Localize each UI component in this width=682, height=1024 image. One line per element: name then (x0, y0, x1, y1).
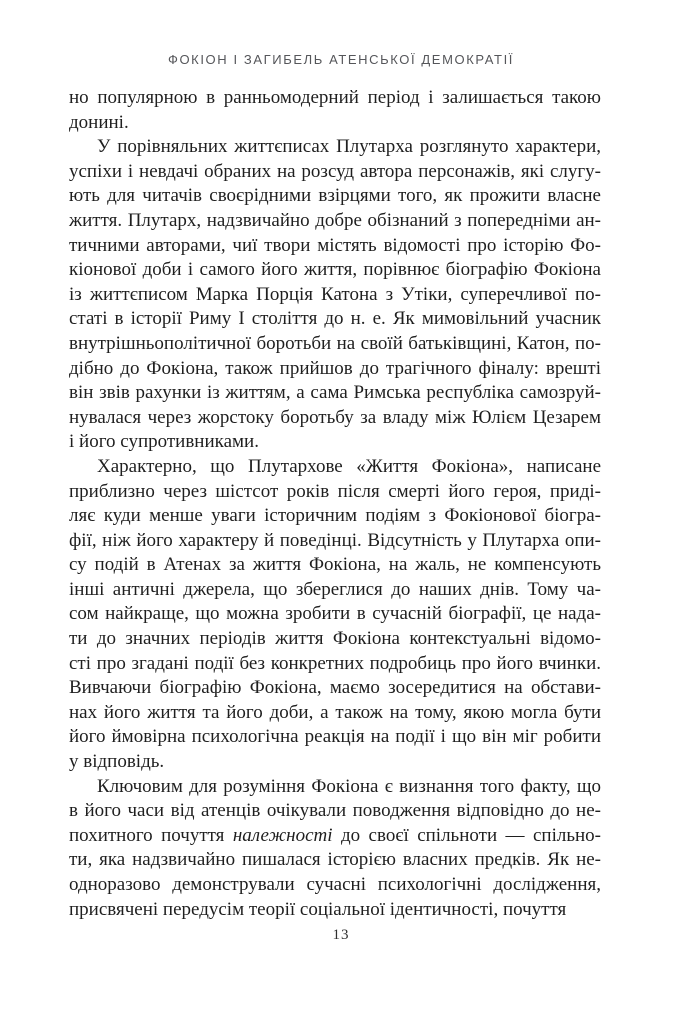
text-segment: Ключовим для розуміння Фокіона є визнання того факту, що (97, 775, 601, 797)
text-segment: приблизно через шістсот років після смерті його героя, приді- (69, 480, 601, 502)
text-line (69, 480, 601, 505)
text-line (69, 799, 601, 824)
text-line (69, 652, 601, 677)
text-line (69, 873, 601, 898)
text-segment: но популярною в ранньомодерний період і залишається такою (69, 87, 601, 108)
text-line (69, 602, 601, 627)
text-segment: інші античні джерела, що збереглися до наших днів. Тому ча- (69, 578, 601, 600)
text-segment: кіонової доби і самого його життя, порівнює біографію Фокіона (69, 259, 601, 281)
text-line (69, 86, 601, 111)
text-segment: одноразово демонстрували сучасні психологічні дослідження, (69, 874, 601, 895)
paragraph (69, 455, 601, 775)
text-segment: сті про згадані події без конкретних подробиць про його вчинки. (69, 652, 601, 674)
text-segment: із життєписом Марка Порція Катона з Утіки, суперечливої по- (69, 283, 601, 305)
text-segment: статі в історії Риму I століття до н. е. Як мимовільний учасник (69, 308, 601, 330)
text-line (69, 824, 601, 849)
text-line (69, 160, 601, 185)
text-segment: У порівняльних життєписах Плутарха розглянуто характери, (97, 136, 601, 158)
text-segment: нувалася через жорстоку боротьбу за владу між Юлієм Цезарем (69, 406, 601, 428)
text-line (69, 209, 601, 234)
text-segment: він звів рахунки із життям, а сама Римська республіка самозруй- (69, 382, 601, 404)
text-segment: внутрішньополітичної боротьби на своїй батьківщині, Катон, по- (69, 332, 601, 354)
text-line (69, 283, 601, 308)
text-line (69, 357, 601, 382)
text-line (69, 775, 601, 800)
text-segment: і його супротивниками. (69, 431, 259, 453)
text-segment: су подій в Атенах за життя Фокіона, на жаль, не компенсують (69, 554, 601, 576)
text-segment: успіхи і невдачі обраних на розсуд автора персонажів, які слугу- (69, 160, 601, 182)
text-line (69, 381, 601, 406)
text-segment: похитного почуття (69, 824, 233, 846)
text-segment: його ймовірна психологічна реакція на події і що він міг робити (69, 726, 601, 748)
text-segment: Характерно, що Плутархове «Життя Фокіона», написане (97, 455, 601, 477)
text-line (69, 553, 601, 578)
text-segment: донині. (69, 111, 129, 133)
italic-text: належності (232, 824, 333, 846)
body-text (69, 86, 601, 922)
text-segment: життя. Плутарх, надзвичайно добре обізнаний з попередніми ан- (69, 209, 601, 231)
text-line (69, 111, 601, 136)
text-segment: нах його життя та його доби, а також на тому, якою могла бути (69, 701, 601, 723)
text-segment: фії, ніж його характеру й поведінці. Відсутність у Плутарха опи- (69, 529, 601, 551)
text-line (69, 627, 601, 652)
text-line (69, 725, 601, 750)
text-line (69, 750, 601, 775)
text-line (69, 898, 601, 923)
text-line (69, 184, 601, 209)
text-line (69, 455, 601, 480)
text-line (69, 332, 601, 357)
text-segment: у відповідь. (69, 751, 165, 773)
text-line (69, 529, 601, 554)
text-segment: Вивчаючи біографію Фокіона, маємо зосередитися на обстави- (69, 677, 601, 699)
text-segment: тичними авторами, чиї твори містять відомості про історію Фо- (69, 234, 601, 256)
text-segment: ти до значних періодів життя Фокіона контекстуальні відомо- (69, 628, 601, 650)
text-segment: дібно до Фокіона, також прийшов до трагічного фіналу: врешті (69, 357, 601, 379)
text-line (69, 430, 601, 455)
text-line (69, 234, 601, 259)
text-line (69, 504, 601, 529)
text-line (69, 848, 601, 873)
text-line (69, 135, 601, 160)
text-line (69, 676, 601, 701)
text-line (69, 406, 601, 431)
paragraph (69, 775, 601, 923)
text-line (69, 307, 601, 332)
text-line (69, 701, 601, 726)
text-segment: в його часи від атенців очікували поводження відповідно до не- (69, 800, 601, 822)
paragraph (69, 135, 601, 455)
text-segment: ляє куди менше уваги історичним подіям з Фокіонової біогра- (69, 505, 601, 527)
text-line (69, 258, 601, 283)
text-segment: ють для читачів своєрідними взірцями того, як прожити власне (69, 185, 601, 207)
page-number: 13 (332, 927, 350, 943)
text-segment: ти, яка надзвичайно пишалася історією власних предків. Як не- (69, 849, 601, 871)
text-line (69, 578, 601, 603)
paragraph (69, 86, 601, 135)
text-segment: до своєї спільноти — спільно- (332, 824, 601, 846)
text-segment: присвячені передусім теорії соціальної ідентичності, почуття (69, 898, 567, 920)
text-segment: сом найкраще, що можна зробити в сучасній біографії, це нада- (69, 603, 601, 625)
running-header: ФОКІОН І ЗАГИБЕЛЬ АТЕНСЬКОЇ ДЕМОКРАТІЇ (167, 52, 515, 67)
